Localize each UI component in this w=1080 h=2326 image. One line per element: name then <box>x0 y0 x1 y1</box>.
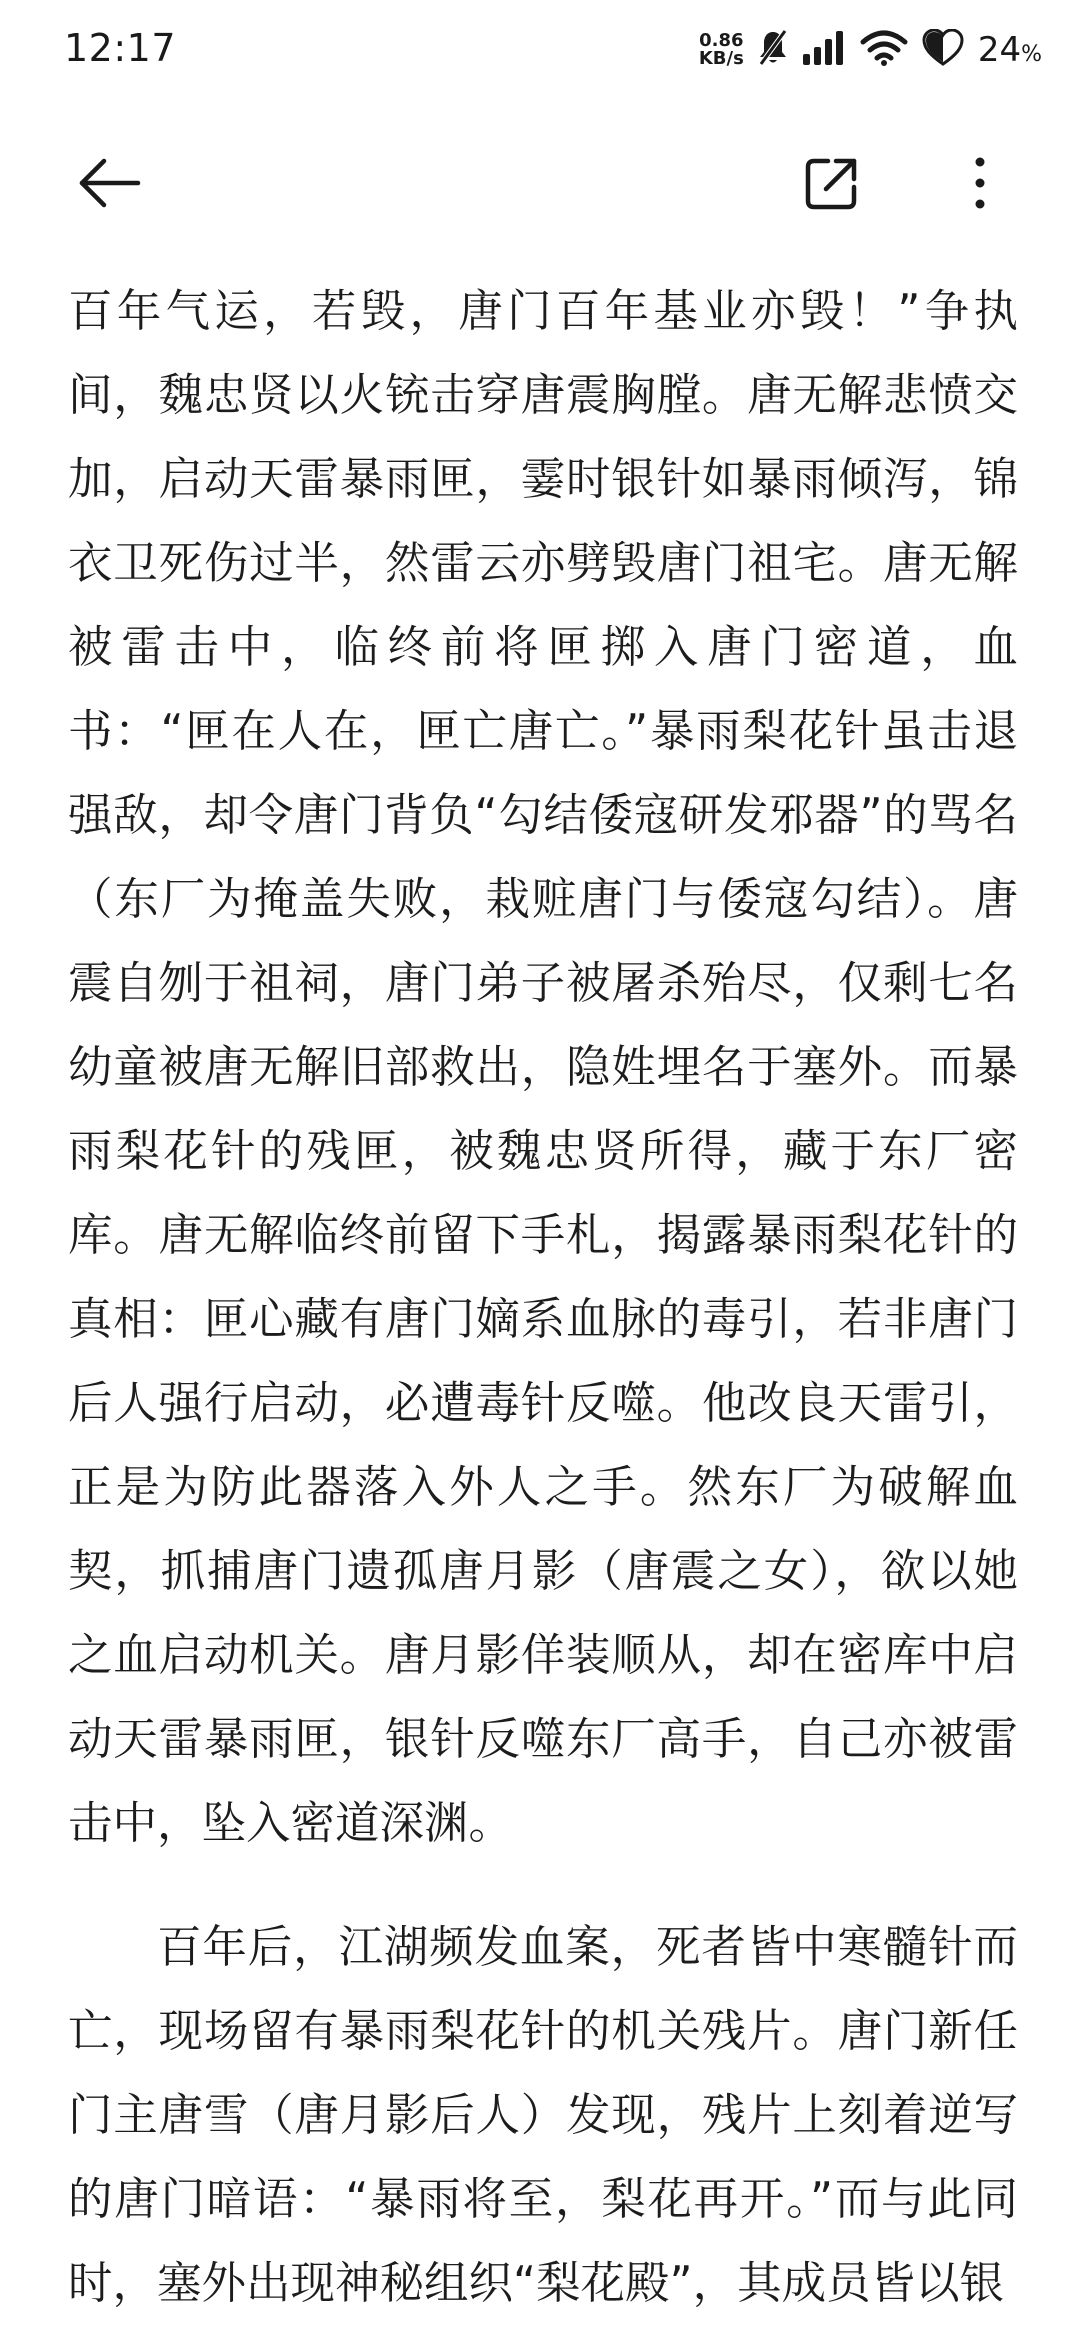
share-button[interactable] <box>788 141 876 229</box>
more-options-button[interactable] <box>936 141 1024 229</box>
battery-level <box>978 30 1042 70</box>
back-button[interactable] <box>66 141 154 229</box>
article-paragraph: 百年后，江湖频发血案，死者皆中寒髓针而亡，现场留有暴雨梨花针的机关残片。唐门新任门主唐雪（唐月影后人）发现，残片上刻着逆写的唐门暗语：“暴雨将至，梨花再开。”而与此同时，塞外出现神秘组织“梨花殿”，其成员皆以银 <box>68 1922 1018 2309</box>
article-paragraph: 百年气运，若毁，唐门百年基业亦毁！”争执间，魏忠贤以火铳击穿唐震胸膛。唐无解悲愤交加，启动天雷暴雨匣，霎时银针如暴雨倾泻，锦衣卫死伤过半，然雷云亦劈毁唐门祖宅。唐无解被雷击中，临终前将匣掷入唐门密道，血书：“匣在人在，匣亡唐亡。”暴雨梨花针虽击退强敌，却令唐门背负“勾结倭寇研发邪器”的骂名（东厂为掩盖失败，栽赃唐门与倭寇勾结）。唐震自刎于祖祠，唐门弟子被屠杀殆尽，仅剩七名幼童被唐无解旧部救出，隐姓埋名于塞外。而暴雨梨花针的残匣，被魏忠贤所得，藏于东厂密库。唐无解临终前留下手札，揭露暴雨梨花针的真相：匣心藏有唐门嫡系血脉的毒引，若非唐门后人强行启动，必遭毒针反噬。他改良天雷引，正是为防此器落入外人之手。然东厂为破解血契，抓捕唐门遗孤唐月影（唐震之女），欲以她之血启动机关。唐月影佯装顺从，却在密库中启动天雷暴雨匣，银针反噬东厂高手，自己亦被雷击中，坠入密道深渊。 <box>68 286 1018 1849</box>
battery-heart-icon <box>922 29 964 71</box>
battery-level-unit: % <box>1021 42 1042 67</box>
wifi-icon <box>860 30 908 70</box>
status-bar <box>0 0 1080 100</box>
share-external-icon <box>804 155 860 215</box>
mute-icon <box>758 29 788 71</box>
network-speed-unit: KB/s <box>698 48 744 69</box>
battery-level-value: 24 <box>977 30 1022 70</box>
status-icons <box>699 28 1042 72</box>
app-bar <box>0 130 1080 240</box>
article-body <box>68 270 1018 2326</box>
signal-icon <box>802 30 846 70</box>
network-speed <box>699 32 744 68</box>
status-time: 12:17 <box>64 26 177 70</box>
network-speed-value: 0.86 <box>699 30 744 51</box>
more-vertical-icon <box>972 156 988 214</box>
back-arrow-icon <box>78 158 142 212</box>
